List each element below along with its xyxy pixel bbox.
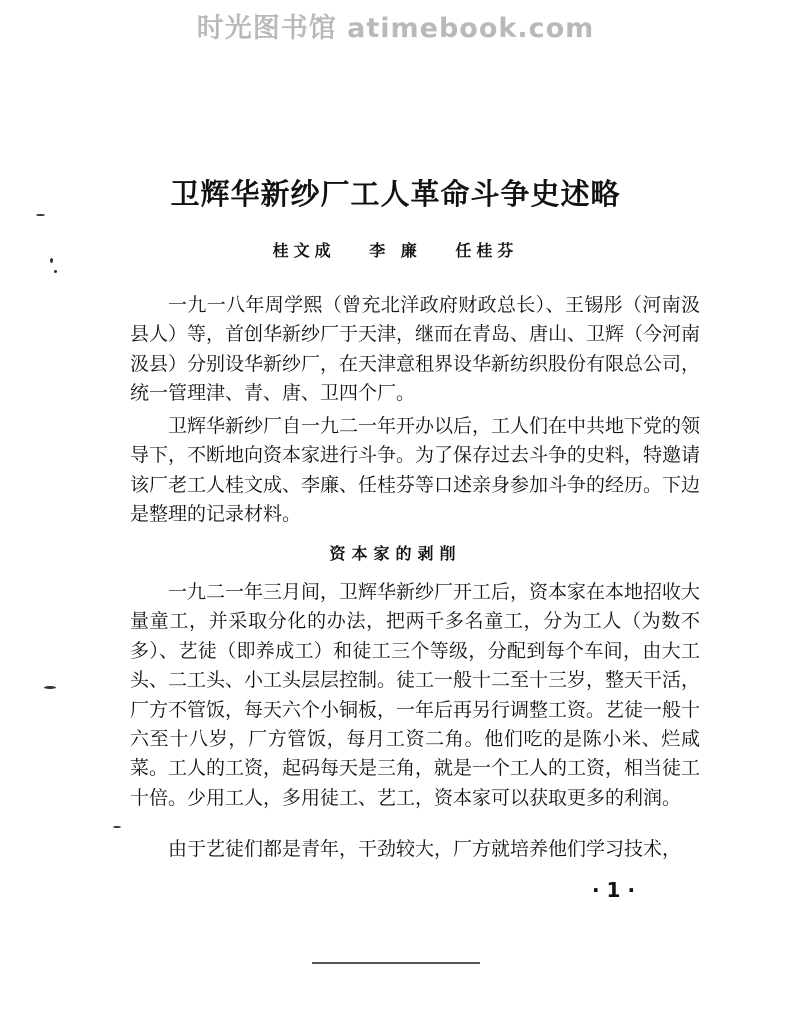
paragraph-text: 由于艺徒们都是青年，干劲较大，厂方就培养他们学习技术， [168,838,682,860]
paragraph-text: 一九一八年周学熙（曾充北洋政府财政总长）、王锡彤（河南汲县人）等，首创华新纱厂于天津，继而在青岛、唐山、卫辉（今河南汲县）分别设华新纱厂，在天津意租界设华新纺织股份有限总公司，统一管理津、青、唐、卫四个厂。 [130,294,701,405]
paragraph-text: 一九二一年三月间，卫辉华新纱厂开工后，资本家在本地招收大量童工，并采取分化的办法，把两千多名童工，分为工人（为数不多）、艺徒（即养成工）和徒工三个等级，分配到每个车间，由大工头、二工头、小工头层层控制。徒工一般十二至十三岁，整天干活，厂方不管饭，每天六个小铜板，一年后再另行调整工资。艺徒一般十六至十八岁，厂方管饭，每月工资二角。他们吃的是陈小米、烂咸菜。工人的工资，起码每天是三角，就是一个工人的工资，相当徒工十倍。少用工人，多用徒工、艺工，资本家可以获取更多的利润。 [130,581,701,809]
article-title: 卫辉华新纱厂工人革命斗争史述略 [170,177,621,211]
scan-speck [36,214,45,216]
intro-paragraph-2 [130,412,700,530]
author-2: 李 廉 [369,241,422,260]
scan-speck [113,826,121,828]
paragraph-text: 卫辉华新纱厂自一九二一年开办以后，工人们在中共地下党的领导下，不断地向资本家进行斗争。为了保存过去斗争的史料，特邀请该厂老工人桂文成、李廉、任桂芬等口述亲身参加斗争的经历。下边是整理的记录材料。 [130,415,701,526]
intro-paragraph-1 [130,291,700,409]
watermark-text: 时光图书馆 atimebook.com [196,13,595,44]
scan-speck [50,258,53,263]
section-paragraph-2 [130,835,700,864]
section-heading: 资本家的剥削 [329,544,462,563]
section-paragraph-1 [130,578,700,813]
scan-speck [44,686,56,689]
author-3: 任桂芬 [455,241,519,260]
page-number: · 1 · [592,878,636,902]
author-1: 桂文成 [272,241,336,260]
authors-line [0,238,791,261]
scan-speck [54,270,57,273]
bottom-rule [312,962,480,964]
